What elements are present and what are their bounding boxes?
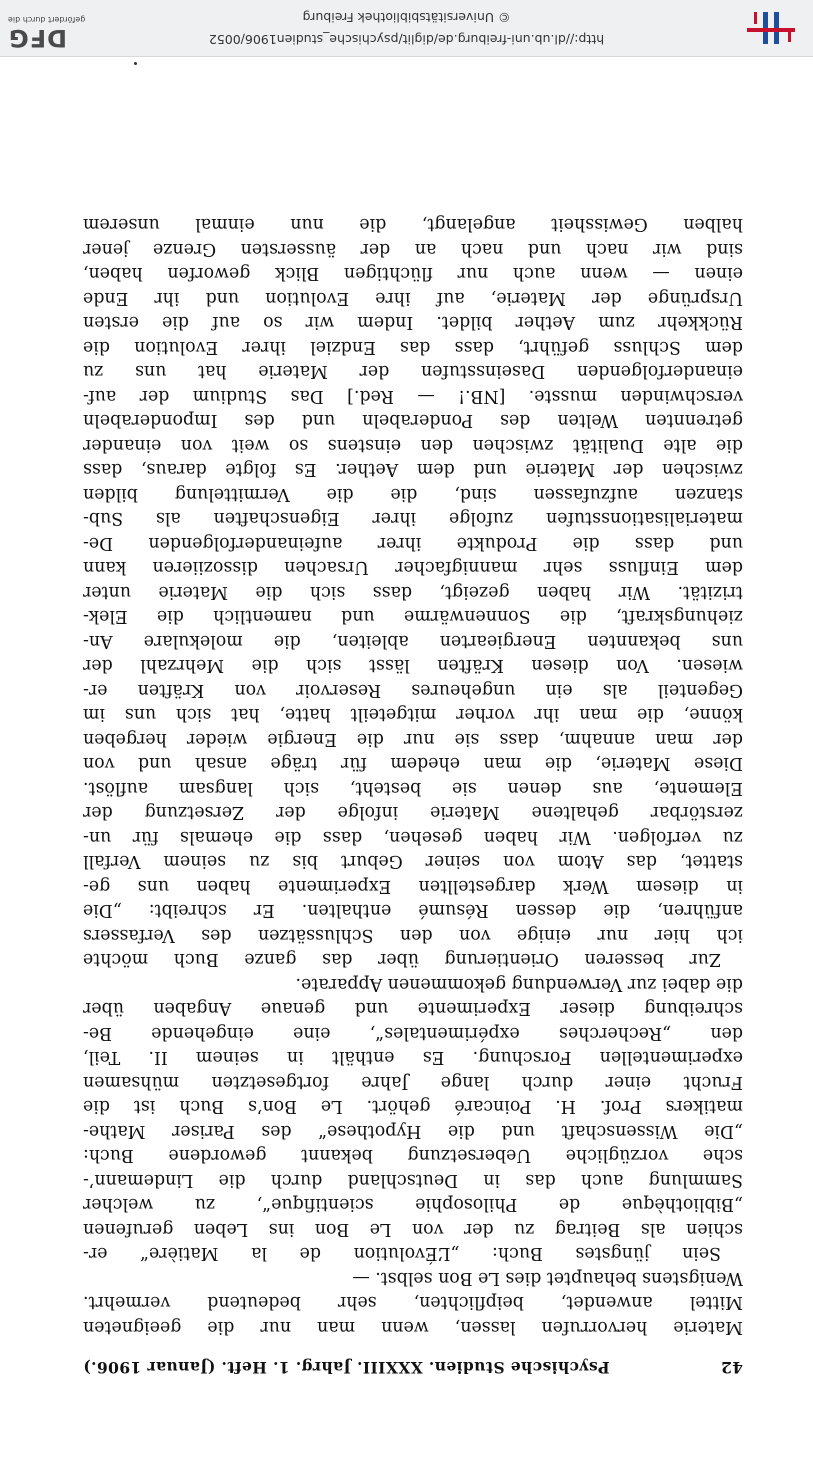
text-line: wiesen. Von diesen Kräften lässt sich die Mehrzahl der — [83, 655, 743, 676]
text-line: Wenigstens behauptet dies Le Bon selbst. — — [352, 1268, 743, 1288]
text-line: einanderfolgenden Daseinsstufen der Materie hat uns zu — [83, 361, 743, 382]
ub-freiburg-logo-icon — [741, 10, 801, 46]
text-line: „Bibliothèque de Philosophie scientifique“, zu welcher — [83, 1194, 743, 1215]
text-line: anführen, die dessen Résumé enthalten. Er schreibt: „Die — [83, 900, 743, 921]
text-line: sche vorzügliche Uebersetzung bekannt gewordene Buch: — [83, 1145, 743, 1166]
text-line: schreibung dieser Experimente und genaue Angaben über — [83, 998, 743, 1019]
text-line: Zur besseren Orientierung über das ganze Buch möchte — [83, 949, 721, 970]
text-line: stanzen aufzufassen sind, die die Vermittelung bilden — [83, 484, 743, 504]
text-line: in diesem Werk dargestellten Experimente haben uns ge- — [83, 876, 743, 896]
text-line: könne, die man ihr vorher mitgeteilt hatte, hat sich uns im — [83, 704, 743, 725]
text-line: Materie hervorrufen lassen, wenn man nur die geeigneten — [83, 1317, 743, 1337]
text-line: verschwinden musste. [NB.! — Red.] Das Studium der auf- — [83, 386, 743, 406]
text-line: Sammlung auch das in Deutschland durch die Lindemann’- — [83, 1170, 743, 1190]
text-line: Sein jüngstes Buch: „L’Évolution de la Matière“ er- — [83, 1243, 721, 1264]
text-line: die alte Dualität zwischen den einstens so weit von einander — [83, 435, 743, 455]
text-line: zerstörbar gehaltene Materie infolge der Zersetzung der — [83, 802, 743, 823]
page-number: 42 — [720, 1358, 743, 1377]
text-line: sind wir nach und nach an der äussersten Grenze jener — [83, 239, 743, 259]
dfg-sub: gefördert durch die — [8, 15, 86, 24]
text-line: Gegenteil als ein ungeheures Reservoir von Kräften er- — [83, 680, 743, 700]
text-line: den „Recherches expérimentales“, eine eingehende Be- — [83, 1023, 743, 1043]
text-line: zwischen der Materie und dem Aether. Es folgte daraus, dass — [83, 459, 743, 480]
text-line: trizität. Wir haben gezeigt, dass sich die Materie unter — [83, 582, 743, 602]
text-line: Frucht einer durch lange Jahre fortgesetzten mühsamen — [83, 1072, 743, 1092]
body-text — [83, 212, 743, 1339]
text-line: einen — wenn auch nur flüchtigen Blick geworfen haben, — [83, 263, 743, 284]
text-line: Ursprünge der Materie, auf ihre Evolution und ihr Ende — [83, 288, 743, 308]
dfg-word: DFG — [8, 24, 68, 52]
text-line: ziehungskraft, die Sonnenwärme und namentlich die Elek- — [83, 606, 743, 627]
text-line: und dass die Produkte ihrer aufeinanderfolgenden De- — [83, 533, 743, 553]
running-title: Psychische Studien. XXXIII. Jahrg. 1. Heft. (Januar 1906.) — [83, 1358, 610, 1377]
text-line: Rückkehr zum Aether bildet. Indem wir so auf die ersten — [83, 312, 743, 333]
copyright-notice: © Universitätsbibliothek Freiburg — [302, 10, 511, 25]
dfg-logo-icon — [8, 14, 94, 52]
text-line: stattet, das Atom von seiner Geburt bis zu seinem Verfall — [83, 851, 743, 872]
text-line: schien als Beitrag zu der von Le Bon ins Leben gerufenen — [83, 1219, 743, 1239]
text-line: materialisationsstufen zufolge ihrer Eigenschaften als Sub- — [83, 508, 743, 529]
source-url-link[interactable]: http://dl.ub.uni-freiburg.de/diglit/psychische_studien1906/0052 — [208, 32, 605, 47]
speck-mark — [134, 62, 137, 65]
text-line: Mittel anwendet, beipflichten, sehr bedeutend vermehrt. — [83, 1292, 743, 1313]
text-line: dem Schluss geführt, dass das Endziel ihrer Evolution die — [83, 337, 743, 357]
text-line: halben Gewissheit angelangt, die nun einmal unserem — [83, 214, 743, 235]
footer-text — [180, 6, 633, 50]
text-line: der man annahm, dass sie nur die Energie wieder hergeben — [83, 729, 743, 749]
text-line: getrennten Welten des Ponderabeln und des Imponderabeln — [83, 410, 743, 431]
running-header — [83, 1358, 743, 1377]
text-line: Diese Materie, die man ehedem für träge ansah und von — [83, 753, 743, 774]
text-line: ich hier nur einige von den Schlussätzen des Verfassers — [83, 925, 743, 945]
text-line: zu verfolgen. Wir haben gesehen, dass die ehemals für un- — [83, 827, 743, 847]
text-line: matikers Prof. H. Poincaré gehört. Le Bon’s Buch ist die — [83, 1096, 743, 1117]
text-line: experimentellen Forschung. Es enthält in seinem II. Teil, — [83, 1047, 743, 1068]
text-line: die dabei zur Verwendung gekommenen Apparate. — [295, 974, 743, 994]
text-line: uns bekannten Energiearten ableiten, die molekulare An- — [83, 631, 743, 651]
text-line: dem Einfluss sehr mannigfacher Ursachen dissoziieren kann — [83, 557, 743, 578]
text-line: „Die Wissenschaft und die Hypothese“ des Pariser Mathe- — [83, 1121, 743, 1141]
text-line: Elemente, aus denen sie besteht, sich langsam auflöst. — [83, 778, 743, 798]
footer-bar — [0, 0, 813, 57]
